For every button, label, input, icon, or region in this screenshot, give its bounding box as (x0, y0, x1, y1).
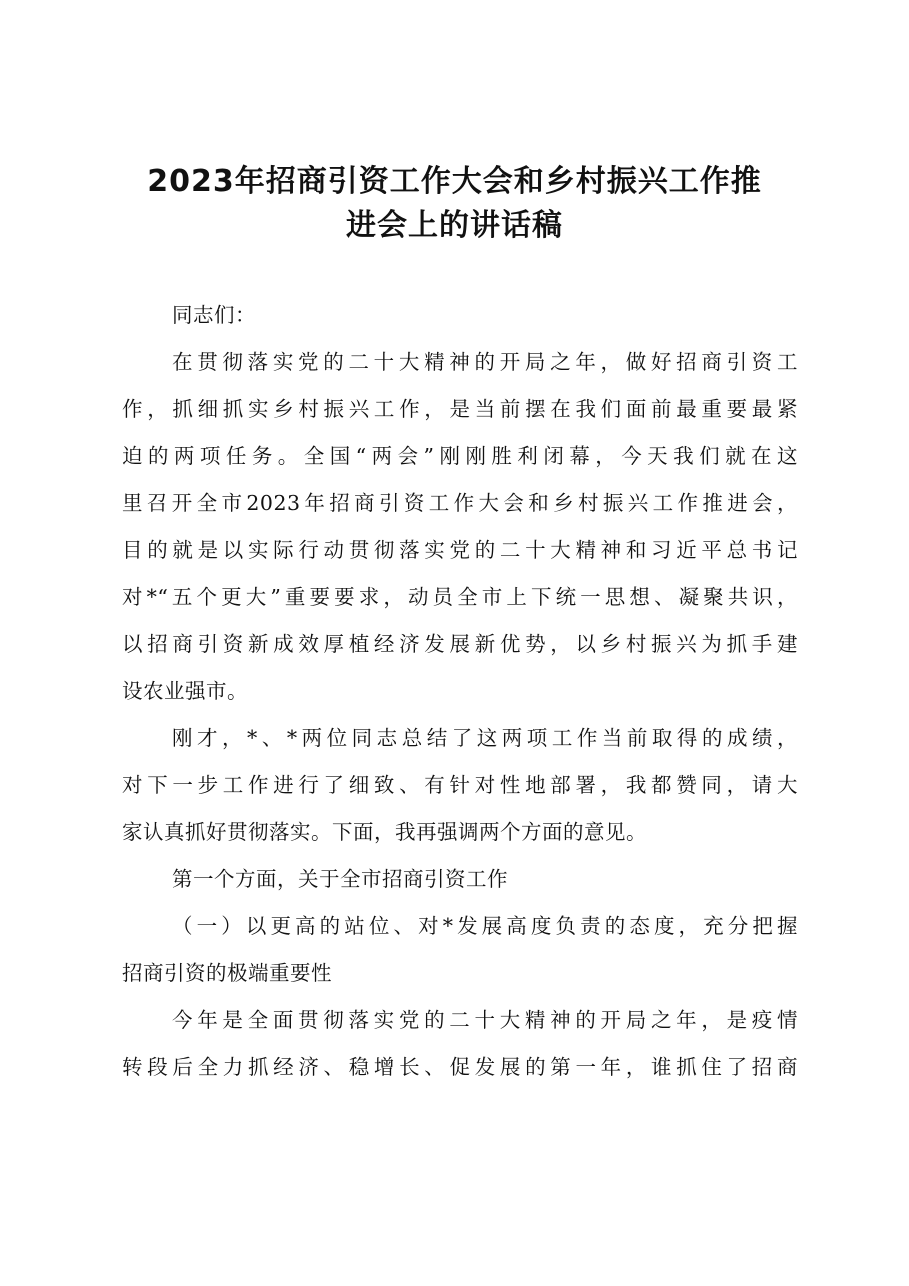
subsection-heading-line: 招商引资的极端重要性 (122, 961, 332, 985)
subsection-heading-line: （一）以更高的站位、对*发展高度负责的态度，充分把握 (172, 914, 798, 938)
paragraph-line: 在贯彻落实党的二十大精神的开局之年，做好招商引资工 (172, 350, 798, 374)
paragraph-line: 转段后全力抓经济、稳增长、促发展的第一年，谁抓住了招商 (122, 1055, 798, 1079)
paragraph-line: 对*“五个更大”重要要求，动员全市上下统一思想、凝聚共识， (122, 585, 798, 609)
paragraph-line: 以招商引资新成效厚植经济发展新优势，以乡村振兴为抓手建 (122, 632, 798, 656)
paragraph-line: 刚才，*、*两位同志总结了这两项工作当前取得的成绩， (172, 726, 798, 750)
document-title (110, 160, 799, 248)
paragraph-line: 迫的两项任务。全国“两会”刚刚胜利闭幕，今天我们就在这 (122, 444, 798, 468)
paragraph-line: 里召开全市2023年招商引资工作大会和乡村振兴工作推进会， (122, 491, 798, 515)
paragraph-line: 作，抓细抓实乡村振兴工作，是当前摆在我们面前最重要最紧 (122, 397, 798, 421)
paragraph-line: 设农业强市。 (122, 679, 248, 703)
section-heading: 第一个方面，关于全市招商引资工作 (172, 867, 508, 891)
paragraph-line: 家认真抓好贯彻落实。下面，我再强调两个方面的意见。 (122, 820, 647, 844)
document-body (122, 292, 798, 1091)
title-line-2: 进会上的讲话稿 (346, 208, 563, 243)
title-line-1: 2023年招商引资工作大会和乡村振兴工作推 (147, 164, 762, 199)
salutation-line: 同志们： (172, 303, 256, 327)
paragraph-line: 目的就是以实际行动贯彻落实党的二十大精神和习近平总书记 (122, 538, 798, 562)
paragraph-line: 对下一步工作进行了细致、有针对性地部署，我都赞同，请大 (122, 773, 798, 797)
paragraph-line: 今年是全面贯彻落实党的二十大精神的开局之年，是疫情 (172, 1008, 798, 1032)
